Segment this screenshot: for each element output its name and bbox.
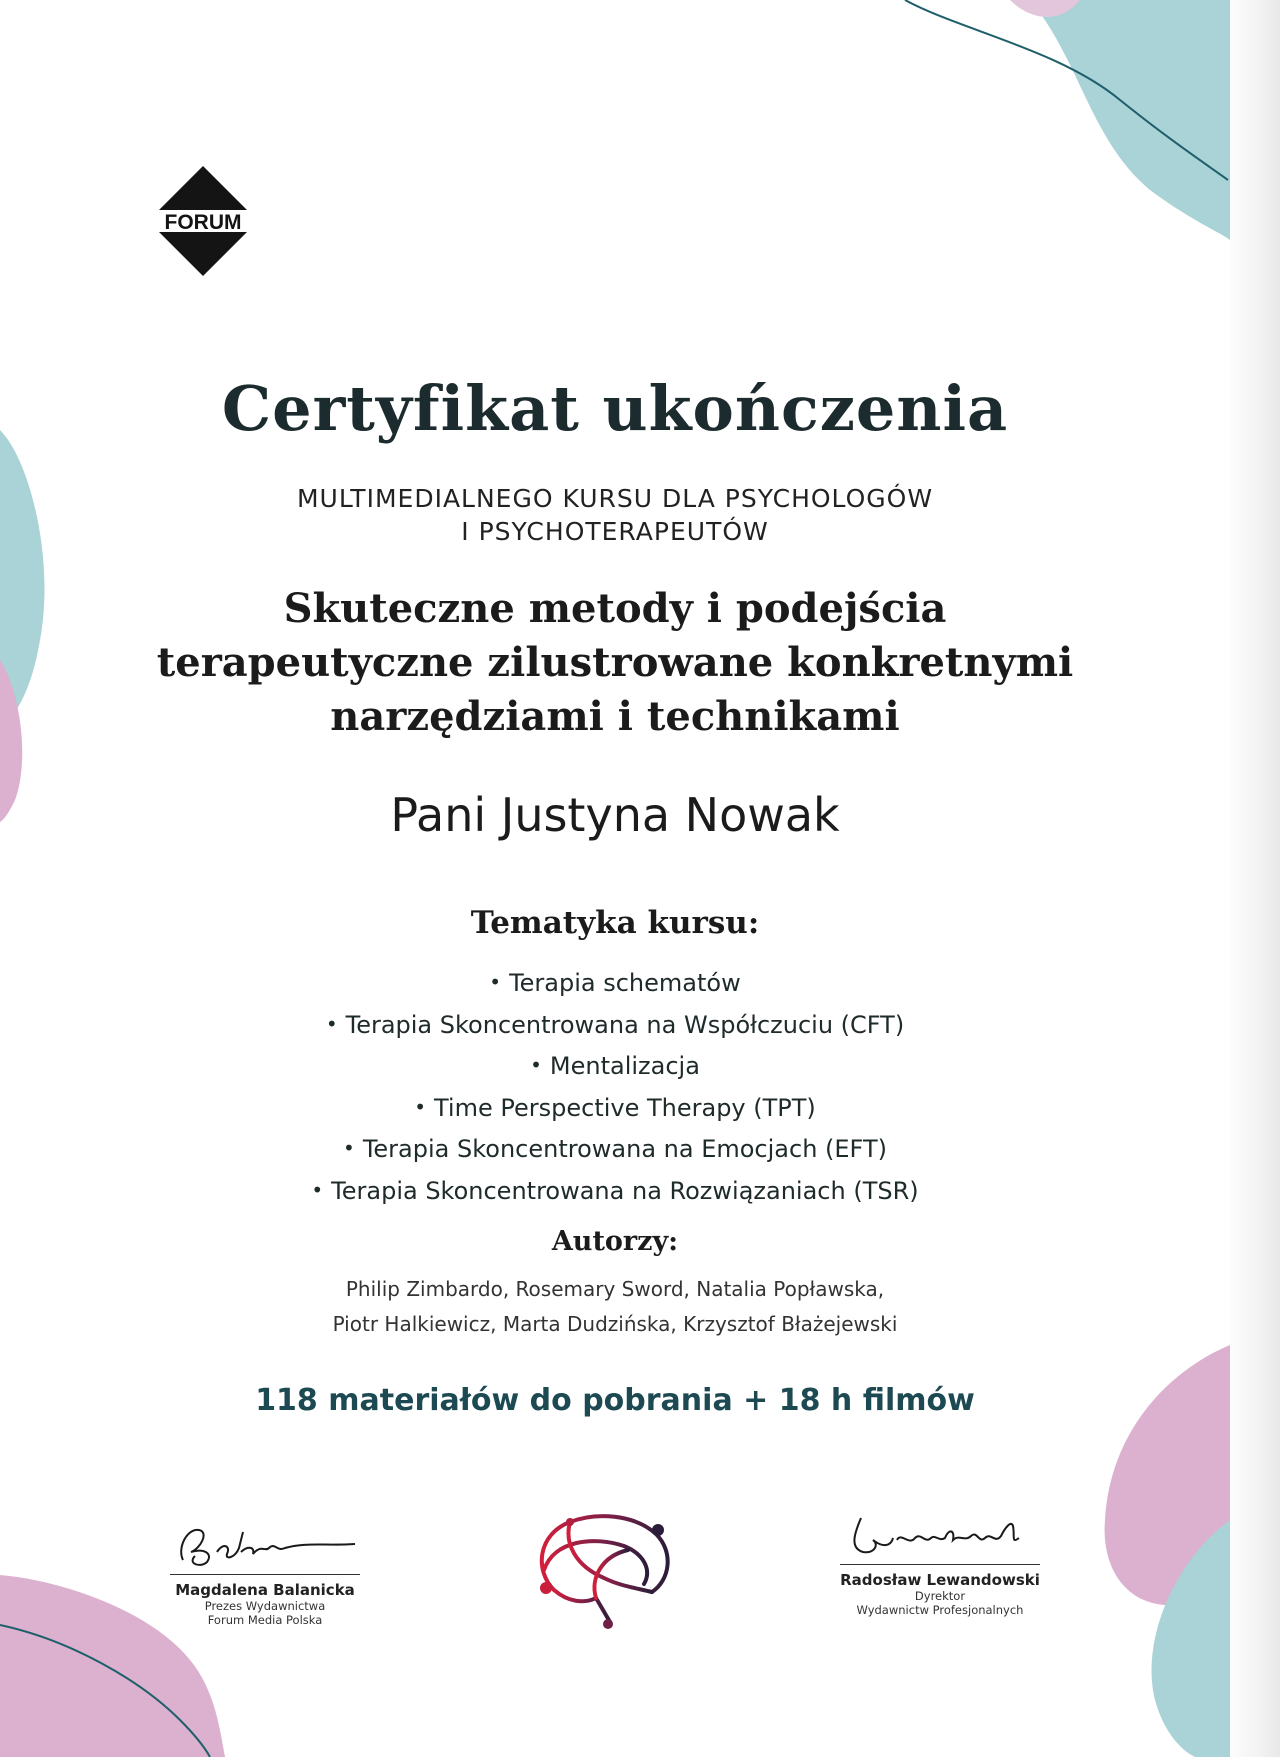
topic-label: Terapia Skoncentrowana na Emocjach (EFT)	[362, 1135, 887, 1163]
signature-block-right	[830, 1508, 1050, 1617]
topic-label: Terapia Skoncentrowana na Współczuciu (CFT)	[345, 1010, 905, 1039]
bullet-icon: •	[325, 1011, 338, 1036]
signatory-role: Prezes Wydawnictwa	[204, 1599, 326, 1613]
signature-line	[840, 1564, 1040, 1565]
subtitle-line: MULTIMEDIALNEGO KURSU DLA PSYCHOLOGÓW	[296, 484, 934, 513]
topic-label: Time Perspective Therapy (TPT)	[434, 1093, 816, 1122]
bullet-icon: •	[311, 1177, 324, 1202]
course-title-line: narzędziami i technikami	[330, 693, 900, 740]
course-title-line: Skuteczne metody i podejścia	[283, 585, 947, 632]
signatory-role: Forum Media Polska	[207, 1613, 323, 1627]
authors-line: Piotr Halkiewicz, Marta Dudzińska, Krzysztof Błażejewski	[332, 1312, 898, 1336]
certificate-title: Certyfikat ukończenia	[221, 372, 1009, 445]
handwritten-signature-left	[165, 1518, 365, 1570]
topic-item	[0, 1045, 1230, 1087]
topic-label: Terapia schematów	[509, 969, 741, 997]
topic-item	[0, 1004, 1230, 1046]
signatory-name: Radosław Lewandowski	[840, 1571, 1040, 1589]
bullet-icon: •	[489, 970, 502, 994]
topic-item	[0, 1128, 1230, 1170]
signature-block-left	[150, 1518, 380, 1627]
forum-logo-text: FORUM	[164, 211, 242, 234]
authors-list	[0, 1272, 1230, 1342]
signatory-role: Wydawnictw Profesjonalnych	[856, 1603, 1024, 1617]
signatory-role: Dyrektor	[914, 1589, 966, 1603]
signatory-name: Magdalena Balanicka	[175, 1581, 355, 1599]
authors-line: Philip Zimbardo, Rosemary Sword, Natalia Popławska,	[345, 1277, 885, 1301]
forum-logo	[148, 166, 258, 276]
authors-heading: Autorzy:	[551, 1226, 679, 1257]
recipient-name: Pani Justyna Nowak	[390, 788, 840, 842]
topic-label: Mentalizacja	[549, 1052, 700, 1080]
topics-list	[0, 962, 1230, 1211]
brain-network-logo	[524, 1500, 682, 1630]
top-right-blue-shape	[1030, 0, 1230, 240]
topic-label: Terapia Skoncentrowana na Rozwiązaniach (TSR)	[331, 1176, 919, 1205]
handwritten-signature-right	[835, 1508, 1045, 1560]
topic-item	[0, 1087, 1230, 1129]
bullet-icon: •	[343, 1136, 355, 1160]
topics-heading: Tematyka kursu:	[470, 905, 760, 941]
materials-highlight: 118 materiałów do pobrania + 18 h filmów	[255, 1383, 975, 1418]
topic-item	[0, 962, 1230, 1004]
course-title-line: terapeutyczne zilustrowane konkretnymi	[156, 639, 1074, 686]
bullet-icon: •	[530, 1053, 542, 1077]
signature-line	[170, 1574, 360, 1575]
bullet-icon: •	[414, 1094, 426, 1119]
subtitle-line: I PSYCHOTERAPEUTÓW	[461, 517, 769, 546]
topic-item	[0, 1170, 1230, 1212]
certificate-subtitle	[0, 482, 1230, 548]
course-title	[0, 582, 1230, 744]
